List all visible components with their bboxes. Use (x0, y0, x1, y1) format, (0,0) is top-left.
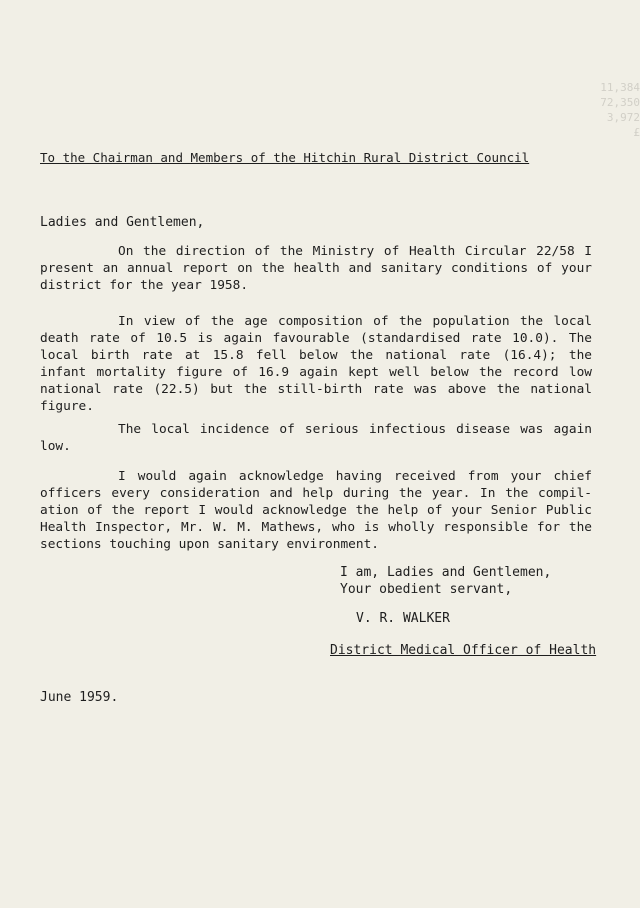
signatory-title: District Medical Officer of Health (330, 643, 597, 658)
closing-line: I am, Ladies and Gentlemen, (340, 565, 552, 580)
signatory-name: V. R. WALKER (356, 611, 450, 626)
paragraph-3: The local incidence of serious infectious disease was again low. (40, 422, 592, 454)
letter-heading: To the Chairman and Members of the Hitchin Rural District Council (40, 150, 530, 165)
closing-servant: Your obedient servant, (340, 582, 513, 597)
paragraph-1: On the direction of the Ministry of Health Circular 22/58 I present an annual report on the health and sanitary conditions of your district for the year 1958. (40, 244, 592, 293)
letter-date: June 1959. (40, 690, 119, 705)
salutation: Ladies and Gentlemen, (40, 215, 205, 230)
paragraph-4: I would again acknowledge having received from your chief officers every consideration and help during the year. In the compil- ation of the report I would acknowledge the help of your Senior Public Health Inspector, Mr. W. M. Mathews, who is wholly responsible for the sections touching upon sanitary environment. (40, 469, 592, 552)
paragraph-2: In view of the age composition of the population the local death rate of 10.5 is again favourable (standardised rate 10.0). The local birth rate at 15.8 fell below the national rate (16.4); the infant mortality figure of 16.9 again kept well below the record low national rate (22.5) but the still-birth rate was above the national figure. (40, 314, 592, 414)
show-through-text: 11,384 72,350 3,972 £ (507, 81, 640, 139)
